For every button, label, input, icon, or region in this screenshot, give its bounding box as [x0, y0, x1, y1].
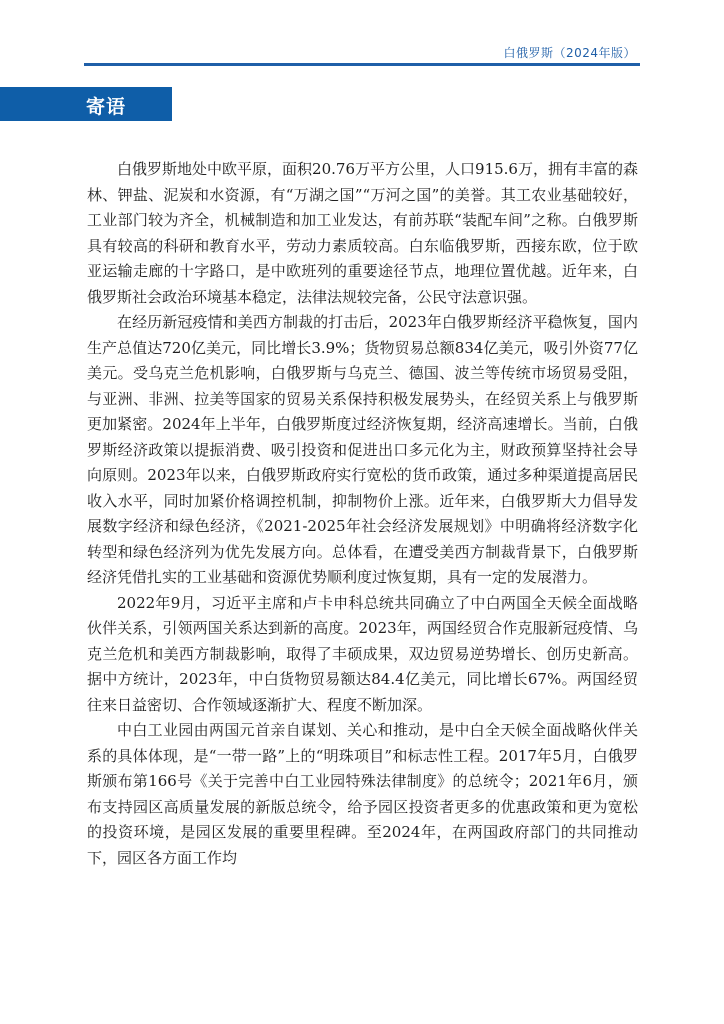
paragraph-3: 2022年9月，习近平主席和卢卡申科总统共同确立了中白两国全天候全面战略伙伴关系，引领两国关系达到新的高度。2023年，两国经贸合作克服新冠疫情、乌克兰危机和美西方制裁影响，取得了丰硕成果，双边贸易逆势增长、创历史新高。据中方统计，2023年，中白货物贸易额达84.4亿美元，同比增长67%。两国经贸往来日益密切、合作领域逐渐扩大、程度不断加深。: [87, 593, 638, 714]
header-rule: [84, 63, 640, 66]
paragraph-4: 中白工业园由两国元首亲自谋划、关心和推动，是中白全天候全面战略伙伴关系的具体体现，是“一带一路”上的“明珠项目”和标志性工程。2017年5月，白俄罗斯颁布第166号《关于完善中白工业园特殊法律制度》的总统令；2021年6月，颁布支持园区高质量发展的新版总统令，给予园区投资者更多的优惠政策和更为宽松的投资环境，是园区发展的重要里程碑。至2024年，在两国政府部门的共同推动下，园区各方面工作均: [87, 721, 638, 867]
paragraph-1: 白俄罗斯地处中欧平原，面积20.76万平方公里，人口915.6万，拥有丰富的森林、钾盐、泥炭和水资源，有“万湖之国”“万河之国”的美誉。其工农业基础较好，工业部门较为齐全，机械制造和加工业发达，有前苏联“装配车间”之称。白俄罗斯具有较高的科研和教育水平，劳动力素质较高。白东临俄罗斯，西接东欧，位于欧亚运输走廊的十字路口，是中欧班列的重要途径节点，地理位置优越。近年来，白俄罗斯社会政治环境基本稳定，法律法规较完备，公民守法意识强。: [87, 160, 638, 306]
header-title: 白俄罗斯（2024年版）: [503, 46, 636, 60]
paragraph-2: 在经历新冠疫情和美西方制裁的打击后，2023年白俄罗斯经济平稳恢复，国内生产总值达720亿美元，同比增长3.9%；货物贸易总额834亿美元，吸引外资77亿美元。受乌克兰危机影响，白俄罗斯与乌克兰、德国、波兰等传统市场贸易受阻，与亚洲、非洲、拉美等国家的贸易关系保持积极发展势头，在经贸关系上与俄罗斯更加紧密。2024年上半年，白俄罗斯度过经济恢复期，经济高速增长。当前，白俄罗斯经济政策以提振消费、吸引投资和促进出口多元化为主，财政预算坚持社会导向原则。2023年以来，白俄罗斯政府实行宽松的货币政策，通过多种渠道提高居民收入水平，同时加紧价格调控机制，抑制物价上涨。近年来，白俄罗斯大力倡导发展数字经济和绿色经济，《2021-2025年社会经济发展规划》中明确将经济数字化转型和绿色经济列为优先发展方向。总体看，在遭受美西方制裁背景下，白俄罗斯经济凭借扎实的工业基础和资源优势顺利度过恢复期，具有一定的发展潜力。: [87, 313, 638, 586]
section-title: 寄语: [86, 96, 127, 118]
body-text: [87, 157, 638, 871]
